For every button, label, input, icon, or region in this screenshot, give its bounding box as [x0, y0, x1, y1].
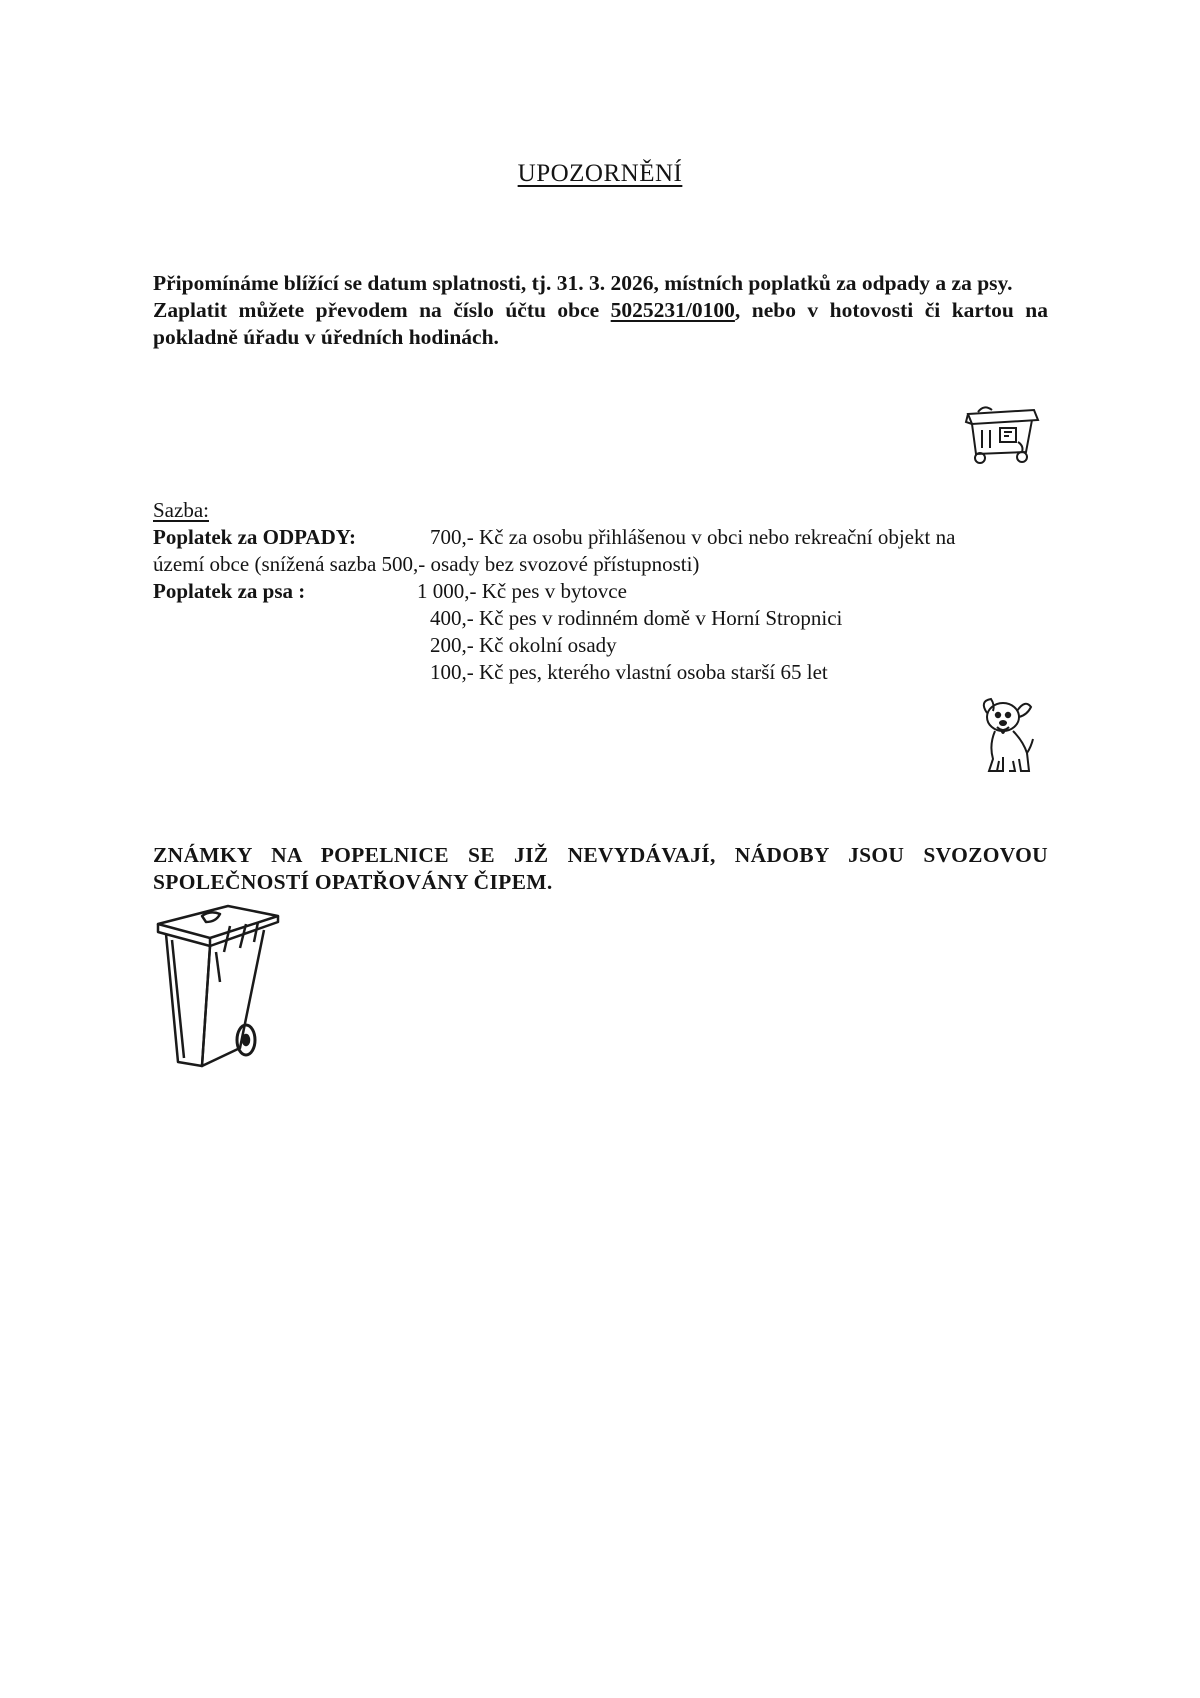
notice-line-2: SPOLEČNOSTÍ OPATŘOVÁNY ČIPEM.	[153, 870, 553, 894]
intro-payment-text: Zaplatit můžete převodem na číslo účtu obce	[153, 298, 611, 322]
intro-payment-text-end: , nebo v hotovosti či kartou na pokladně úřadu v úředních hodinách.	[153, 298, 1048, 349]
waste-fee-label: Poplatek za ODPADY:	[153, 525, 356, 549]
dog-fee-label: Poplatek za psa :	[153, 579, 306, 603]
dog-fee-row	[153, 578, 1053, 605]
notice-text	[153, 842, 1048, 896]
waste-fee-continuation: území obce (snížená sazba 500,- osady bez svozové přístupnosti)	[153, 552, 700, 576]
rates-section	[153, 497, 1053, 686]
dog-fee-rate: 400,- Kč pes v rodinném domě v Horní Stropnici	[430, 606, 843, 630]
dog-icon	[977, 695, 1042, 785]
dog-fee-rate: 1 000,- Kč pes v bytovce	[417, 579, 627, 603]
wheelie-bin-icon	[154, 902, 282, 1072]
waste-fee-value: 700,- Kč za osobu přihlášenou v obci nebo rekreační objekt na	[430, 525, 956, 549]
dog-fee-row	[153, 632, 1053, 659]
waste-fee-row	[153, 524, 1053, 551]
waste-container-icon	[962, 400, 1042, 468]
dog-fee-rate: 200,- Kč okolní osady	[430, 633, 617, 657]
waste-fee-continuation-row	[153, 551, 1053, 578]
dog-fee-row	[153, 659, 1053, 686]
notice-line-1: ZNÁMKY NA POPELNICE SE JIŽ NEVYDÁVAJÍ, NÁDOBY JSOU SVOZOVOU	[153, 843, 1048, 867]
intro-paragraph-2	[153, 297, 1048, 351]
page-title: UPOZORNĚNÍ	[517, 160, 683, 187]
account-number: 5025231/0100	[610, 298, 735, 322]
intro-paragraph-1: Připomínáme blížící se datum splatnosti, tj. 31. 3. 2026, místních poplatků za odpady a za psy.	[153, 271, 1013, 295]
dog-fee-rate: 100,- Kč pes, kterého vlastní osoba starší 65 let	[430, 660, 828, 684]
rates-heading: Sazba:	[153, 498, 209, 522]
intro-text	[153, 270, 1048, 351]
dog-fee-row	[153, 605, 1053, 632]
